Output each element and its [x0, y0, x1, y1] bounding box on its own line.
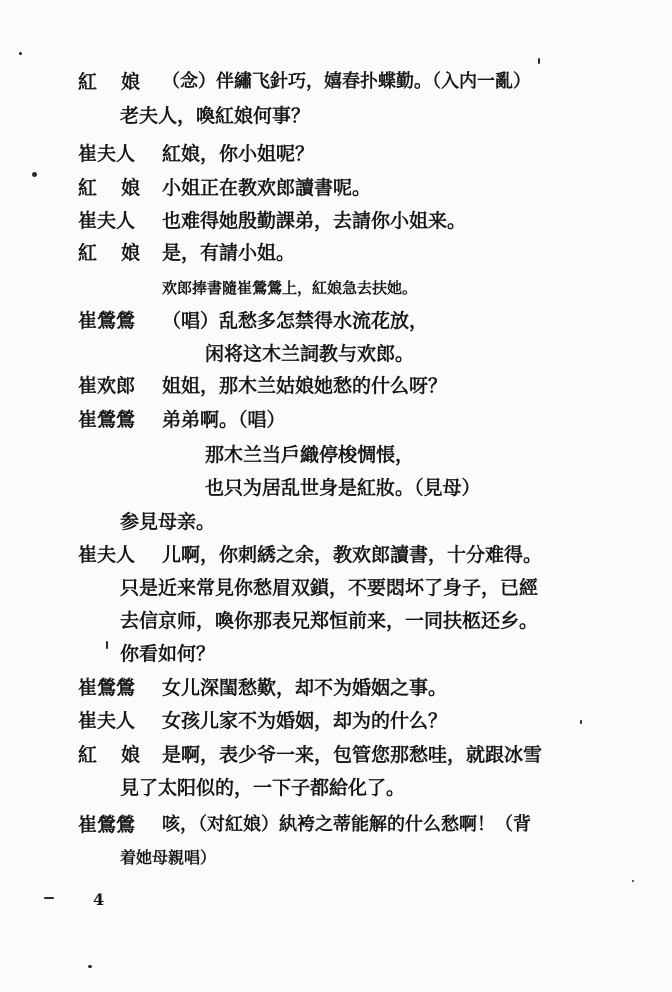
- speaker-name: 紅 娘: [78, 71, 140, 93]
- scan-speck: [580, 720, 582, 724]
- script-line: [0, 573, 672, 603]
- dialogue-text: （念）伴繡飞針巧，嬉春扑蝶勤。（入内一亂）: [162, 71, 531, 92]
- dialogue-continuation: 去信京师，喚你那表兄郑恒前来，一同扶柩还乡。: [120, 610, 539, 632]
- dialogue-continuation: 参見母亲。: [120, 511, 216, 533]
- dialogue-continuation: 老夫人，喚紅娘何事？: [120, 105, 311, 127]
- script-line: [0, 339, 672, 369]
- dialogue-text: 也难得她殷勤課弟，去請你小姐来。: [162, 210, 467, 232]
- speaker-name: 崔夫人: [78, 710, 136, 732]
- speaker-name: 崔夫人: [78, 544, 136, 566]
- scan-speck: [44, 897, 54, 899]
- speaker-name: 崔鶯鶯: [78, 677, 136, 699]
- speaker-name: 崔鶯鶯: [78, 310, 136, 332]
- dialogue-text: 是，有請小姐。: [162, 242, 296, 264]
- script-line: [0, 101, 672, 131]
- verse-line: 闲将这木兰詞教与欢郎。: [205, 343, 415, 365]
- speaker-name: 崔欢郎: [78, 375, 136, 397]
- script-line: [0, 306, 672, 336]
- speaker-name: 崔夫人: [78, 143, 136, 165]
- script-line: [0, 507, 672, 537]
- dialogue-text: （唱）乱愁多怎禁得水流花放，: [162, 310, 429, 332]
- dialogue-text: 小姐正在教欢郎讀書呢。: [162, 177, 372, 199]
- script-line: [0, 206, 672, 236]
- speaker-name: 紅 娘: [78, 744, 140, 766]
- speaker-name: 崔夫人: [78, 210, 136, 232]
- verse-line: 也只为居乱世身是紅妝。（見母）: [205, 477, 481, 499]
- script-line: [0, 238, 672, 268]
- speaker-name: 紅 娘: [78, 177, 140, 199]
- stage-direction: 欢郎捧書隨崔鶯鶯上，紅娘急去扶她。: [162, 279, 418, 297]
- dialogue-text: 儿啊，你刺綉之余，教欢郎讀書，十分难得。: [162, 544, 543, 566]
- scan-speck: [106, 641, 108, 649]
- dialogue-continuation: 只是近来常見你愁眉双鎖，不要悶坏了身子，已經: [120, 577, 539, 599]
- dialogue-text: 姐姐，那木兰姑娘她愁的什么呀？: [162, 375, 448, 397]
- scan-speck: [538, 58, 540, 64]
- scan-speck: [88, 965, 92, 968]
- script-line: [0, 773, 672, 803]
- page-number: 4: [93, 890, 105, 909]
- dialogue-text: 女孩儿家不为婚姻，却为的什么？: [162, 710, 448, 732]
- script-line: [0, 405, 672, 435]
- speaker-name: 紅 娘: [78, 242, 140, 264]
- script-line: [0, 473, 672, 503]
- script-line: [0, 810, 672, 840]
- script-line: [0, 706, 672, 736]
- scan-speck: [19, 52, 22, 55]
- script-line: [0, 606, 672, 636]
- scan-speck: [632, 880, 634, 882]
- dialogue-text: 是啊，表少爷一来，包管您那愁哇，就跟冰雪: [162, 744, 543, 766]
- script-line: [0, 371, 672, 401]
- dialogue-text: 女儿深閨愁歎，却不为婚姻之事。: [162, 677, 448, 699]
- script-line: [0, 740, 672, 770]
- verse-line: 那木兰当戶織停梭惆悵，: [205, 444, 415, 466]
- dialogue-text: 弟弟啊。（唱）: [162, 409, 286, 431]
- script-line: [0, 540, 672, 570]
- dialogue-text: 咳，（对紅娘）紈袴之蒂能解的什么愁啊！（背: [162, 814, 531, 835]
- script-line: [0, 843, 672, 873]
- dialogue-continuation: 你看如何？: [120, 643, 216, 665]
- speaker-name: 崔鶯鶯: [78, 814, 136, 836]
- script-line: [0, 139, 672, 169]
- script-line: [0, 440, 672, 470]
- dialogue-continuation: 見了太阳似的，一下子都給化了。: [120, 777, 406, 799]
- scan-speck: [32, 172, 37, 177]
- script-line: [0, 673, 672, 703]
- script-line: [0, 67, 672, 97]
- stage-direction-line: [0, 273, 672, 303]
- script-line: [0, 639, 672, 669]
- dialogue-text: 紅娘，你小姐呢？: [162, 143, 315, 165]
- script-line: [0, 173, 672, 203]
- dialogue-continuation: 着她母親唱）: [120, 848, 217, 867]
- speaker-name: 崔鶯鶯: [78, 409, 136, 431]
